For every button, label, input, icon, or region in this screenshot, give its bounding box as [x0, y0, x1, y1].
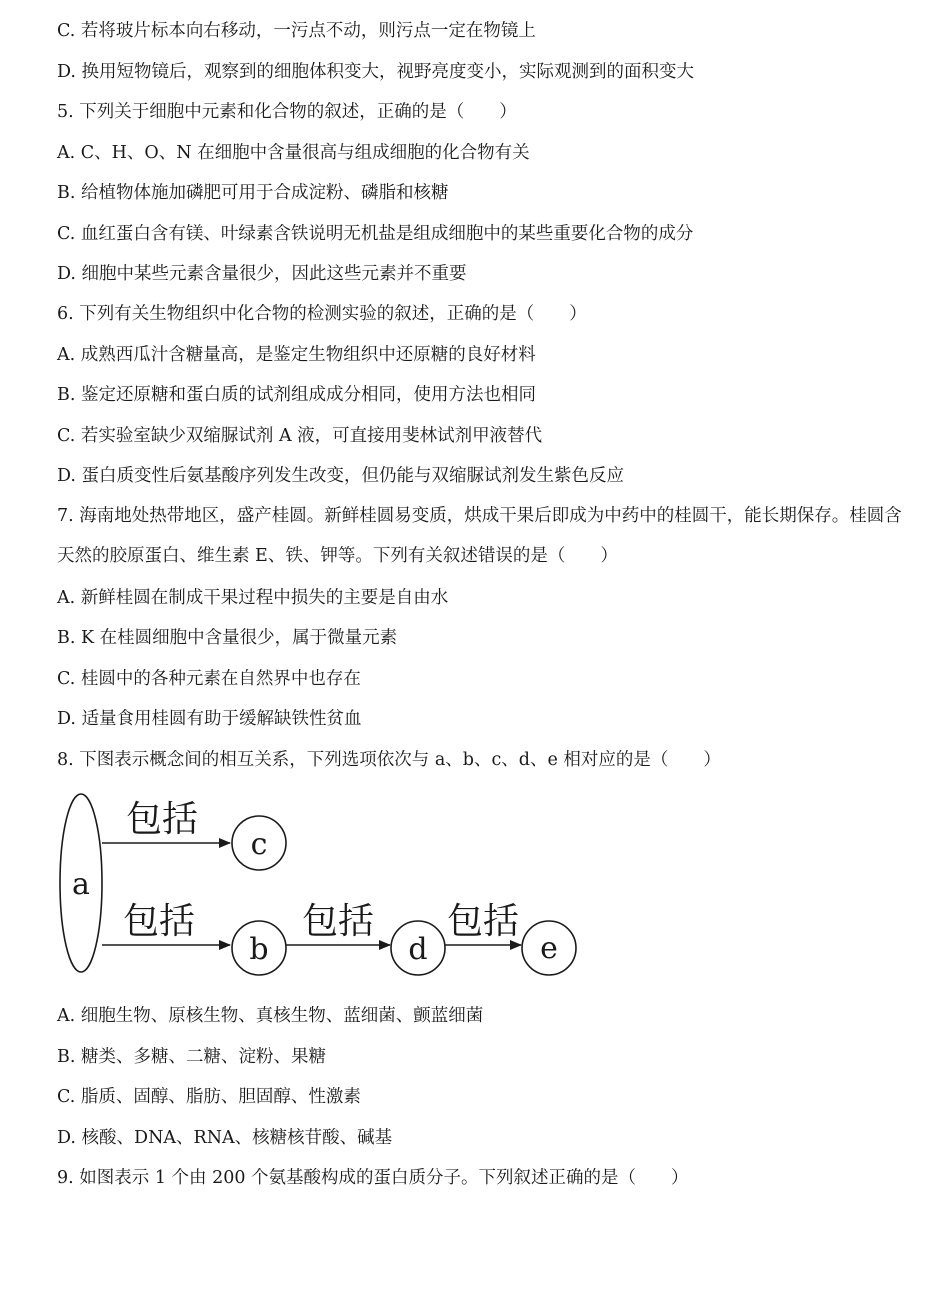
q4-option-d: D. 换用短物镜后，观察到的细胞体积变大，视野亮度变小，实际观测到的面积变大: [57, 62, 695, 82]
q6-option-b: B. 鉴定还原糖和蛋白质的试剂组成成分相同，使用方法也相同: [57, 385, 536, 405]
q7-option-a: A. 新鲜桂圆在制成干果过程中损失的主要是自由水: [57, 588, 449, 608]
q5-option-a: A. C、H、O、N 在细胞中含量很高与组成细胞的化合物有关: [57, 143, 530, 163]
q6-option-c: C. 若实验室缺少双缩脲试剂 A 液，可直接用斐林试剂甲液替代: [57, 426, 543, 446]
concept-diagram: [56, 786, 586, 982]
q8-option-d: D. 核酸、DNA、RNA、核糖核苷酸、碱基: [57, 1128, 393, 1148]
q5-option-b: B. 给植物体施加磷肥可用于合成淀粉、磷脂和核糖: [57, 183, 449, 203]
q8-option-a: A. 细胞生物、原核生物、真核生物、蓝细菌、颤蓝细菌: [57, 1006, 484, 1026]
q5-option-c: C. 血红蛋白含有镁、叶绿素含铁说明无机盐是组成细胞中的某些重要化合物的成分: [57, 224, 694, 244]
q5-stem: 5. 下列关于细胞中元素和化合物的叙述，正确的是（ ）: [57, 102, 517, 122]
arrow-a-c-label: 包括: [125, 799, 199, 840]
q6-option-a: A. 成熟西瓜汁含糖量高，是鉴定生物组织中还原糖的良好材料: [57, 345, 536, 365]
q4-option-c: C. 若将玻片标本向右移动，一污点不动，则污点一定在物镜上: [57, 21, 536, 41]
node-a-label: a: [72, 867, 90, 902]
q7-stem: 7. 海南地处热带地区，盛产桂圆。新鲜桂圆易变质，烘成干果后即成为中药中的桂圆干，能长期保存。桂圆含天然的胶原蛋白、维生素 E、铁、钾等。下列有关叙述错误的是（ ）: [57, 506, 902, 566]
arrow-b-d-label: 包括: [301, 901, 375, 942]
node-b-label: b: [249, 932, 269, 967]
q6-option-d: D. 蛋白质变性后氨基酸序列发生改变，但仍能与双缩脲试剂发生紫色反应: [57, 466, 625, 486]
q8-option-b: B. 糖类、多糖、二糖、淀粉、果糖: [57, 1047, 326, 1067]
q9-stem: 9. 如图表示 1 个由 200 个氨基酸构成的蛋白质分子。下列叙述正确的是（ ）: [57, 1168, 689, 1188]
q8-option-c: C. 脂质、固醇、脂肪、胆固醇、性激素: [57, 1087, 361, 1107]
node-d-label: d: [408, 932, 428, 967]
node-c-label: c: [250, 827, 268, 862]
q7-option-c: C. 桂圆中的各种元素在自然界中也存在: [57, 669, 361, 689]
arrow-d-e-label: 包括: [446, 901, 520, 942]
q7-option-d: D. 适量食用桂圆有助于缓解缺铁性贫血: [57, 709, 362, 729]
q7-option-b: B. K 在桂圆细胞中含量很少，属于微量元素: [57, 628, 398, 648]
q5-option-d: D. 细胞中某些元素含量很少，因此这些元素并不重要: [57, 264, 467, 284]
node-e-label: e: [540, 931, 558, 966]
arrow-a-b-label: 包括: [122, 901, 196, 942]
q8-stem: 8. 下图表示概念间的相互关系，下列选项依次与 a、b、c、d、e 相对应的是（ ）: [57, 750, 721, 770]
q6-stem: 6. 下列有关生物组织中化合物的检测实验的叙述，正确的是（ ）: [57, 304, 587, 324]
